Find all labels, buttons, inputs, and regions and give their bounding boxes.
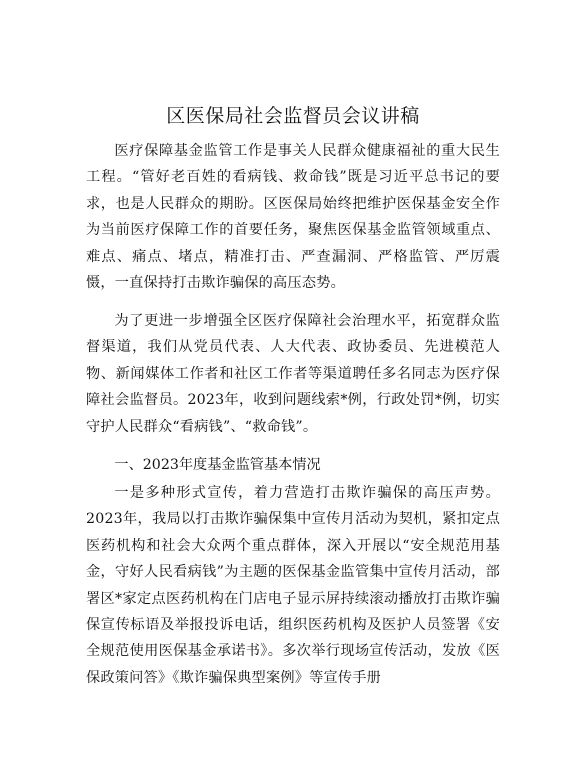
paragraph-supervisors: 为了更进一步增强全区医疗保障社会治理水平，拓宽群众监督渠道，我们从党员代表、人大代表、政协委员、先进模范人物、新闻媒体工作者和社区工作者等渠道聘任多名同志为医疗保障社会监督员。2023年，收到问题线索*例，行政处罚*例，切实守护人民群众“看病钱”、“救命钱”。 — [86, 313, 500, 435]
section-heading: 一、2023年度基金监管基本情况 — [114, 457, 321, 473]
paragraph-intro: 医疗保障基金监管工作是事关人民群众健康福祉的重大民生工程。“管好老百姓的看病钱、救命钱”既是习近平总书记的要求，也是人民群众的期盼。区医保局始终把维护医保基金安全作为当前医疗保障工作的首要任务，聚焦医保基金监管领域重点、难点、痛点、堵点，精准打击、严查漏洞、严格监管、严厉震慑，一直保持打击欺诈骗保的高压态势。 — [86, 143, 500, 292]
document-title: 区医保局社会监督员会议讲稿 — [166, 105, 420, 127]
paragraph-section-1: 一是多种形式宣传，着力营造打击欺诈骗保的高压声势。2023年，我局以打击欺诈骗保集中宣传月活动为契机，紧扣定点医药机构和社会大众两个重点群体，深入开展以“安全规范用基金，守好人民看病钱”为主题的医保基金监管集中宣传月活动，部署区*家定点医药机构在门店电子显示屏持续滚动播放打击欺诈骗保宣传标语及举报投诉电话，组织医药机构及医护人员签署《安全规范使用医保基金承诺书》。多次举行现场宣传活动，发放《医保政策问答》《欺诈骗保典型案例》等宣传手册 — [86, 485, 500, 686]
